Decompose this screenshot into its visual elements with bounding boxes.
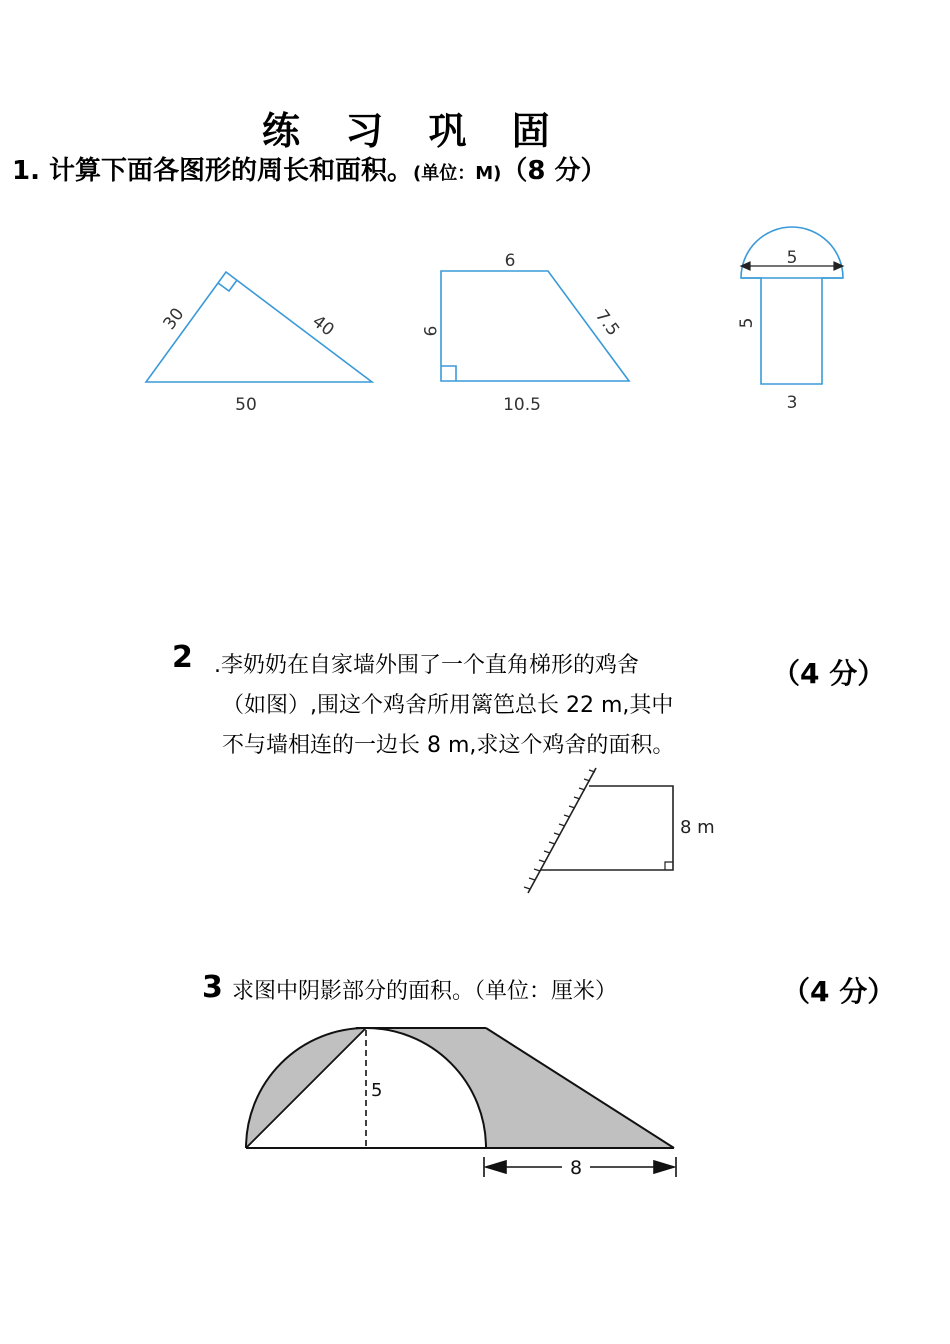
triangle-side-b-label: 40 [308,311,338,341]
page-title: 练 习 巩 固 [262,109,566,153]
chicken-coop-figure [500,760,730,910]
trapezoid-bottom-label: 10.5 [503,395,541,415]
question-1-score: （8 分） [501,156,607,186]
shaded-area-figure [230,1010,700,1190]
trapezoid-left-label: 9 [419,325,439,337]
composite-arc-label: 5 [786,248,798,268]
composite-side-label: 5 [737,317,757,329]
question-2-score: （4 分） [772,657,886,690]
question-2-line-3: 不与墙相连的一边长 8 m,求这个鸡舍的面积。 [222,733,675,758]
coop-side-label: 8 m [680,817,715,838]
question-3-score: （4 分） [782,975,896,1008]
question-1-unit: (单位：M) [413,163,502,184]
question-2-number: 2 [172,640,193,675]
triangle-side-a-label: 30 [159,304,189,334]
shaded-region-right [366,1028,674,1148]
question-1-figures [0,0,950,440]
question-3-text: 求图中阴影部分的面积。（单位：厘米） [232,979,618,1004]
width-label: 8 [569,1157,583,1179]
question-1-text: 1. 计算下面各图形的周长和面积。 [12,156,414,186]
question-2-line-1: .李奶奶在自家墙外围了一个直角梯形的鸡舍 [214,653,639,678]
question-3-number: 3 [202,970,223,1005]
trapezoid-slant-label: 7.5 [591,306,624,340]
triangle-base-label: 50 [235,395,257,415]
composite-bottom-label: 3 [786,393,798,413]
height-label: 5 [371,1080,383,1101]
trapezoid-top-label: 6 [504,251,516,271]
question-2-line-2: （如图）,围这个鸡舍所用篱笆总长 22 m,其中 [222,693,674,718]
